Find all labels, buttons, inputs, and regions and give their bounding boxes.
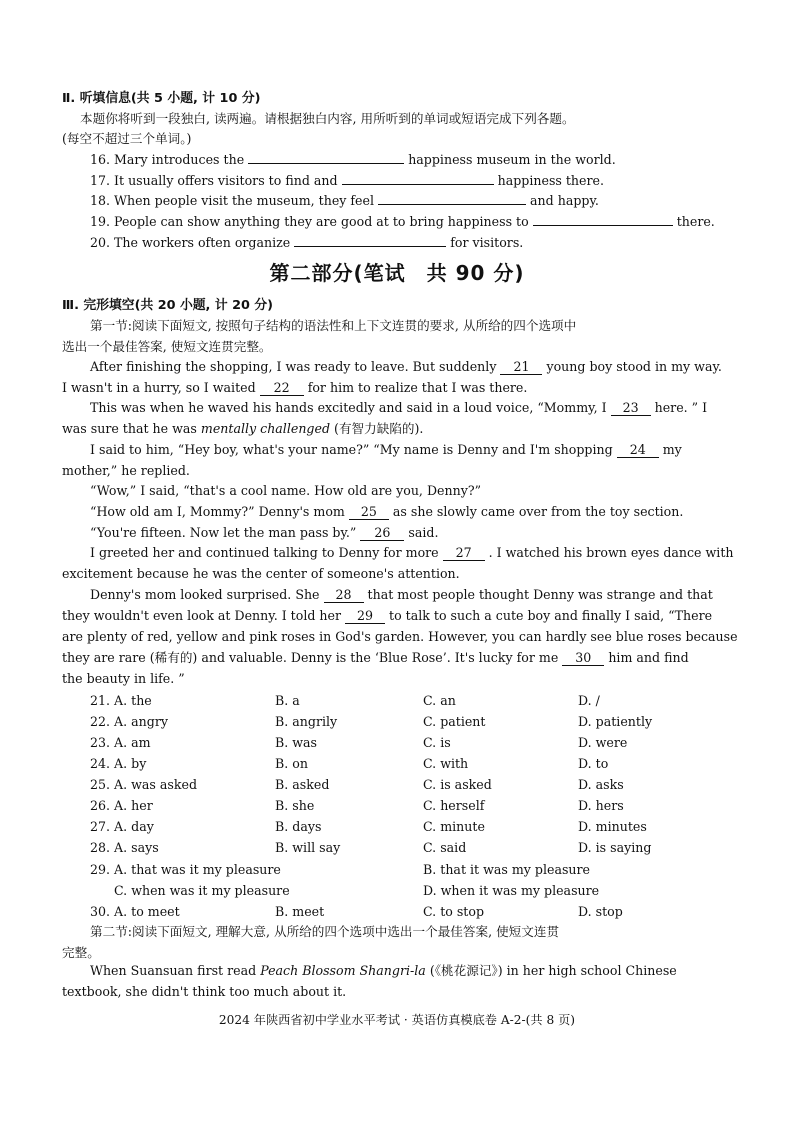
passage-italic-term: mentally challenged xyxy=(200,421,331,436)
option-22-a[interactable]: 22. A. angry xyxy=(90,714,168,729)
option-30-d[interactable]: D. stop xyxy=(578,904,623,919)
option-24-b[interactable]: B. on xyxy=(275,756,308,771)
passage-text: they are rare (稀有的) and valuable. Denny is the ‘Blue Rose’. It's lucky for me xyxy=(62,650,559,665)
option-30-c[interactable]: C. to stop xyxy=(423,904,485,919)
passage-line-12 xyxy=(90,586,713,604)
reading-line-2: textbook, she didn't think too much about it. xyxy=(62,984,347,999)
passage-text: young boy stood in my way. xyxy=(546,359,722,374)
passage-text: (有智力缺陷的). xyxy=(334,421,424,436)
option-26-d[interactable]: D. hers xyxy=(578,798,624,813)
item-19-tail: there. xyxy=(676,214,715,229)
answer-blank-19[interactable] xyxy=(533,213,673,226)
option-25-c[interactable]: C. is asked xyxy=(423,777,492,792)
cloze-blank-22[interactable]: 22 xyxy=(260,380,304,396)
section-3-heading: Ⅲ. 完形填空(共 20 小题, 计 20 分) xyxy=(62,298,274,313)
option-24-a[interactable]: 24. A. by xyxy=(90,756,147,771)
listening-item-16 xyxy=(90,151,616,169)
reading-italic-title: Peach Blossom Shangri-la xyxy=(260,963,426,978)
option-22-b[interactable]: B. angrily xyxy=(275,714,338,729)
passage-line-8 xyxy=(90,503,683,521)
section-2-instruction: 本题你将听到一段独白, 读两遍。请根据独白内容, 用所听到的单词或短语完成下列各题。 xyxy=(80,111,575,126)
item-18-tail: and happy. xyxy=(530,193,599,208)
option-26-b[interactable]: B. she xyxy=(275,798,315,813)
cloze-blank-28[interactable]: 28 xyxy=(324,587,364,603)
reading-text: (《桃花源记》) in her high school Chinese xyxy=(429,963,677,978)
passage-text: “How old am I, Mommy?” Denny's mom xyxy=(90,504,345,519)
passage-line-5 xyxy=(90,441,682,459)
listening-item-17 xyxy=(90,172,604,190)
answer-blank-18[interactable] xyxy=(378,192,526,205)
cloze-blank-24[interactable]: 24 xyxy=(617,442,659,458)
item-20-prompt: 20. The workers often organize xyxy=(90,235,291,250)
passage-text: I wasn't in a hurry, so I waited xyxy=(62,380,256,395)
option-25-d[interactable]: D. asks xyxy=(578,777,624,792)
option-27-c[interactable]: C. minute xyxy=(423,819,485,834)
passage-line-1 xyxy=(90,358,722,376)
option-25-a[interactable]: 25. A. was asked xyxy=(90,777,198,792)
passage-text: as she slowly came over from the toy section. xyxy=(392,504,684,519)
section-2-part-instruction: 第二节:阅读下面短文, 理解大意, 从所给的四个选项中选出一个最佳答案, 使短文连贯 xyxy=(90,924,560,939)
cloze-blank-26[interactable]: 26 xyxy=(360,525,404,541)
reading-text: When Suansuan first read xyxy=(90,963,257,978)
option-30-b[interactable]: B. meet xyxy=(275,904,325,919)
passage-text: to talk to such a cute boy and finally I said, “There xyxy=(389,608,713,623)
option-27-a[interactable]: 27. A. day xyxy=(90,819,154,834)
option-29-b[interactable]: B. that it was my pleasure xyxy=(423,862,591,877)
passage-text: that most people thought Denny was strange and that xyxy=(367,587,713,602)
option-21-d[interactable]: D. / xyxy=(578,693,600,708)
cloze-blank-21[interactable]: 21 xyxy=(500,359,542,375)
passage-text: . I watched his brown eyes dance with xyxy=(488,545,734,560)
passage-text: him and find xyxy=(608,650,689,665)
passage-text: Denny's mom looked surprised. She xyxy=(90,587,320,602)
item-17-prompt: 17. It usually offers visitors to find and xyxy=(90,173,338,188)
item-19-prompt: 19. People can show anything they are good at to bring happiness to xyxy=(90,214,529,229)
item-17-tail: happiness there. xyxy=(497,173,604,188)
option-28-d[interactable]: D. is saying xyxy=(578,840,652,855)
option-22-d[interactable]: D. patiently xyxy=(578,714,653,729)
option-29-a[interactable]: 29. A. that was it my pleasure xyxy=(90,862,281,877)
passage-text: was sure that he was xyxy=(62,421,197,436)
option-24-d[interactable]: D. to xyxy=(578,756,609,771)
passage-line-2 xyxy=(62,379,527,397)
passage-line-3 xyxy=(90,399,707,417)
passage-text: my xyxy=(662,442,682,457)
passage-line-14: are plenty of red, yellow and pink roses in God's garden. However, you can hardly see blue roses because xyxy=(62,629,738,644)
option-23-c[interactable]: C. is xyxy=(423,735,451,750)
option-28-b[interactable]: B. will say xyxy=(275,840,341,855)
passage-text: here. ” I xyxy=(654,400,708,415)
passage-text: they wouldn't even look at Denny. I told her xyxy=(62,608,341,623)
passage-line-4 xyxy=(62,420,423,438)
option-21-c[interactable]: C. an xyxy=(423,693,456,708)
passage-text: After finishing the shopping, I was ready to leave. But suddenly xyxy=(90,359,497,374)
option-28-c[interactable]: C. said xyxy=(423,840,467,855)
listening-item-19 xyxy=(90,213,715,231)
option-29-d[interactable]: D. when it was my pleasure xyxy=(423,883,600,898)
passage-text: said. xyxy=(408,525,439,540)
option-25-b[interactable]: B. asked xyxy=(275,777,330,792)
option-24-c[interactable]: C. with xyxy=(423,756,469,771)
option-27-b[interactable]: B. days xyxy=(275,819,322,834)
section-3-instruction-cont: 选出一个最佳答案, 使短文连贯完整。 xyxy=(62,339,272,354)
option-21-a[interactable]: 21. A. the xyxy=(90,693,152,708)
page-footer: 2024 年陕西省初中学业水平考试 · 英语仿真模底卷 A-2-(共 8 页) xyxy=(218,1013,576,1027)
option-26-c[interactable]: C. herself xyxy=(423,798,485,813)
cloze-blank-30[interactable]: 30 xyxy=(562,650,604,666)
option-22-c[interactable]: C. patient xyxy=(423,714,486,729)
section-2-instruction-note: (每空不超过三个单词。) xyxy=(62,131,192,146)
option-28-a[interactable]: 28. A. says xyxy=(90,840,159,855)
cloze-blank-23[interactable]: 23 xyxy=(611,400,651,416)
cloze-blank-27[interactable]: 27 xyxy=(443,545,485,561)
passage-line-16: the beauty in life. ” xyxy=(62,671,185,686)
answer-blank-17[interactable] xyxy=(342,172,494,185)
passage-line-6: mother,” he replied. xyxy=(62,463,190,478)
listening-item-18 xyxy=(90,192,599,210)
option-30-a[interactable]: 30. A. to meet xyxy=(90,904,180,919)
option-26-a[interactable]: 26. A. her xyxy=(90,798,153,813)
option-21-b[interactable]: B. a xyxy=(275,693,300,708)
passage-text: I greeted her and continued talking to Denny for more xyxy=(90,545,439,560)
item-20-tail: for visitors. xyxy=(450,235,524,250)
cloze-blank-25[interactable]: 25 xyxy=(349,504,389,520)
item-16-prompt: 16. Mary introduces the xyxy=(90,152,245,167)
section-2-part-instruction-cont: 完整。 xyxy=(62,945,100,960)
listening-item-20 xyxy=(90,234,523,252)
option-29-c[interactable]: C. when was it my pleasure xyxy=(114,883,290,898)
item-18-prompt: 18. When people visit the museum, they feel xyxy=(90,193,374,208)
part-2-title: 第二部分(笔试 共 90 分) xyxy=(269,261,525,285)
passage-text: “You're fifteen. Now let the man pass by.” xyxy=(90,525,357,540)
passage-text: I said to him, “Hey boy, what's your name?” “My name is Denny and I'm shopping xyxy=(90,442,613,457)
reading-line-1 xyxy=(90,962,677,980)
section-2-heading: Ⅱ. 听填信息(共 5 小题, 计 10 分) xyxy=(62,91,261,106)
passage-line-10 xyxy=(90,544,734,562)
passage-line-7: “Wow,” I said, “that's a cool name. How old are you, Denny?” xyxy=(90,483,482,498)
section-3-instruction: 第一节:阅读下面短文, 按照句子结构的语法性和上下文连贯的要求, 从所给的四个选项中 xyxy=(90,318,577,333)
passage-text: This was when he waved his hands excitedly and said in a loud voice, “Mommy, I xyxy=(90,400,607,415)
passage-line-13 xyxy=(62,607,712,625)
option-23-b[interactable]: B. was xyxy=(275,735,318,750)
option-23-a[interactable]: 23. A. am xyxy=(90,735,151,750)
item-16-tail: happiness museum in the world. xyxy=(408,152,616,167)
passage-line-15 xyxy=(62,649,689,667)
passage-line-9 xyxy=(90,524,438,542)
answer-blank-16[interactable] xyxy=(248,151,404,164)
option-27-d[interactable]: D. minutes xyxy=(578,819,647,834)
cloze-blank-29[interactable]: 29 xyxy=(345,608,385,624)
passage-line-11: excitement because he was the center of someone's attention. xyxy=(62,566,460,581)
passage-text: for him to realize that I was there. xyxy=(307,380,528,395)
option-23-d[interactable]: D. were xyxy=(578,735,628,750)
answer-blank-20[interactable] xyxy=(294,234,446,247)
